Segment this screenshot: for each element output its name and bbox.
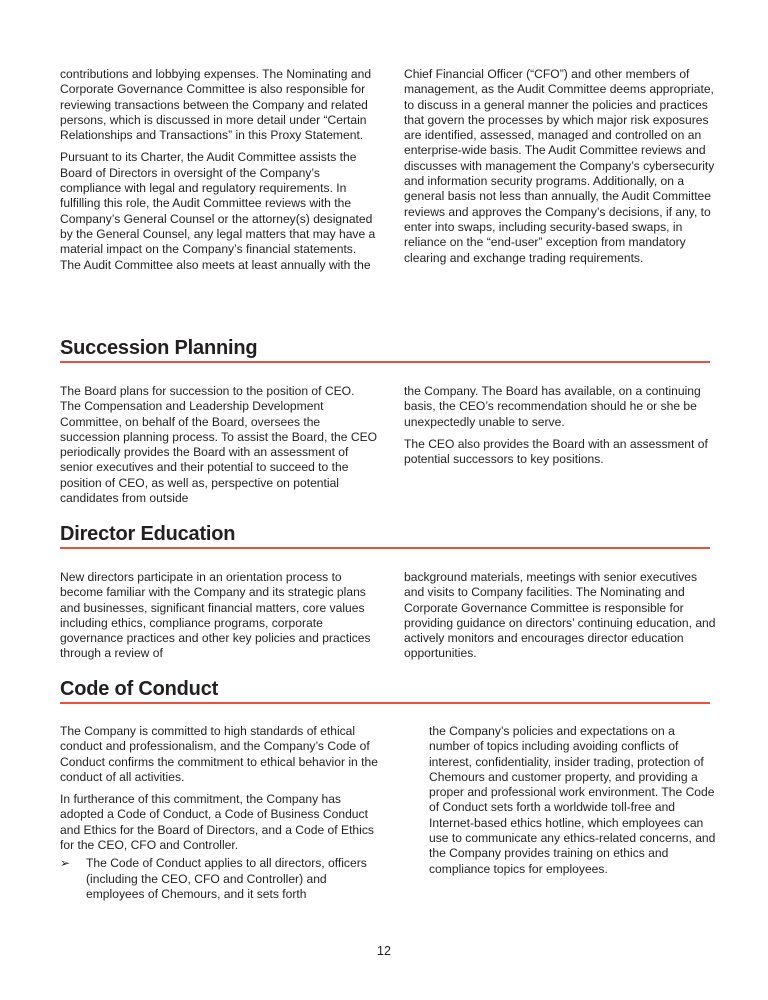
section-heading-succession-planning: Succession Planning — [60, 336, 710, 363]
succession-left-column — [60, 384, 378, 513]
paragraph: background materials, meetings with senior executives and visits to Company facilities. The Nominating and Corporate Governance Committee is responsible for providing guidance on directors’ continuing education, and actively monitors and encourages director education opportunities. — [404, 570, 716, 661]
bullet-text: The Code of Conduct applies to all directors, officers (including the CEO, CFO and Controller) and employees of Chemours, and it sets forth — [86, 856, 367, 901]
paragraph: the Company. The Board has available, on a continuing basis, the CEO’s recommendation should he or she be unexpectedly unable to serve. — [404, 384, 701, 429]
paragraph: the Company’s policies and expectations on a number of topics including avoiding conflicts of interest, confidentiality, insider trading, protection of Chemours and customer property, and providing a proper and professional work environment. The Code of Conduct sets forth a worldwide toll-free and Internet-based ethics hotline, which employees can use to communicate any ethics-related concerns, and the Company provides training on ethics and compliance topics for employees. — [429, 724, 716, 876]
succession-right-column — [404, 384, 718, 474]
paragraph: New directors participate in an orientation process to become familiar with the Company and its strategic plans and businesses, significant financial matters, core values including ethics, compliance programs, corporate governance practices and other key policies and practices through a review of — [60, 570, 371, 661]
paragraph: The Company is committed to high standards of ethical conduct and professionalism, and the Company’s Code of Conduct confirms the commitment to ethical behavior in the conduct of all activities. — [60, 724, 378, 784]
paragraph: In furtherance of this commitment, the Company has adopted a Code of Conduct, a Code of Business Conduct and Ethics for the Board of Directors, and a Code of Ethics for the CEO, CFO and Controller. — [60, 792, 374, 853]
education-left-column — [60, 570, 378, 669]
education-right-column — [404, 570, 718, 669]
bullet-item — [60, 856, 378, 902]
paragraph: The CEO also provides the Board with an assessment of potential successors to key positions. — [404, 436, 708, 467]
paragraph: contributions and lobbying expenses. The Nominating and Corporate Governance Committee is also responsible for reviewing transactions between the Company and related persons, which is discussed in more detail under “Certain Relationships and Transactions” in this Proxy Statement. — [60, 67, 372, 143]
page-number: 12 — [377, 944, 391, 958]
conduct-left-column — [60, 724, 378, 902]
paragraph: Pursuant to its Charter, the Audit Committee assists the Board of Directors in oversight of the Company’s compliance with legal and regulatory requirements. In fulfilling this role, the Audit Committee reviews with the Company’s General Counsel or the attorney(s) designated by the General Counsel, any legal matters that may have a material impact on the Company’s financial statements. The Audit Committee also meets at least annually with the — [60, 150, 376, 272]
section-heading-director-education: Director Education — [60, 522, 710, 549]
top-left-column — [60, 67, 380, 280]
section-heading-code-of-conduct: Code of Conduct — [60, 677, 710, 704]
paragraph: The Board plans for succession to the position of CEO. The Compensation and Leadership Development Committee, on behalf of the Board, oversees the succession planning process. To assist the Board, the CEO periodically provides the Board with an assessment of senior executives and their potential to succeed to the position of CEO, as well as, perspective on potential candidates from outside — [60, 384, 378, 506]
paragraph: Chief Financial Officer (“CFO”) and other members of management, as the Audit Committee deems appropriate, to discuss in a general manner the policies and practices that govern the processes by which major risk exposures are identified, assessed, managed and controlled on an enterprise-wide basis. The Audit Committee reviews and discusses with management the Company’s cybersecurity and information security programs. Additionally, on a general basis not less than annually, the Audit Committee reviews and approves the Company’s decisions, if any, to enter into swaps, including security-based swaps, in reliance on the “end-user” exception from mandatory clearing and exchange trading requirements. — [404, 67, 715, 265]
top-right-column — [404, 67, 718, 273]
arrow-bullet-icon: ➢ — [60, 856, 71, 871]
conduct-right-column — [429, 724, 719, 884]
